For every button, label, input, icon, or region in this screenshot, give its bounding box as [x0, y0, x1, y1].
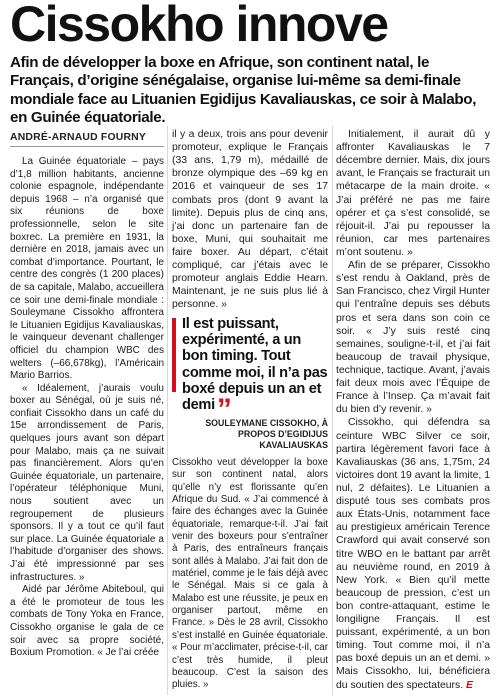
end-mark: E	[465, 679, 473, 691]
quote-text: Il est puissant, expérimenté, a un bon timing. Tout comme moi, il n’a pas boxé depuis un an et demi	[182, 316, 328, 414]
pull-quote	[172, 316, 328, 451]
paragraph: Afin de se préparer, Cissokho s’est rendu à Oakland, près de San Francisco, chez Virgil Hunter qui l’entraîne depuis ses débuts pros et sera dans son coin ce soir. « J’y suis resté cinq semaines, souligne-t-il, et j’ai fait beaucoup de travail physique, technique, tactique. Avant, j’avais fait deux mois avec l’Équipe de France à l’Insep. Ça m’avait fait du bien d’y revenir. »	[336, 260, 491, 416]
paragraph: « Idéalement, j’aurais voulu boxer au Sénégal, où je suis né, confiait Cissokho dans un café du 15e arrondissement de Paris, quelques jours avant son départ pour Malabo, mais ça ne suivait pas financièrement. Alors qu’en Guinée équatoriale, un partenaire, l’opérateur téléphonique Muni, nous soutient avec un regroupement de plusieurs sponsors. Il y a tout ce qu’il faut sur place. La Guinée équatoriale a l’habitude d’organiser des shows. J’ai été impressionné par ses infrastructures. »	[10, 382, 164, 583]
paragraph: Initialement, il aurait dû y affronter Kavaliauskas le 7 décembre dernier. Mais, dix jours avant, le Français se fracturait un métacarpe de la main droite. « J’ai préféré ne pas me faire opérer et ça s’est consolidé, se réjouit-il. J’ai pu repousser la réunion, car mes partenaires m’ont soutenu. »	[336, 129, 490, 258]
article-title: Cissokho innove	[10, 0, 388, 52]
article-column-3	[336, 128, 490, 692]
paragraph-text: Cissokho, qui défendra sa ceinture WBC Silver ce soir, partira légèrement favori face à Kavaliauskas (36 ans, 1,75m, 24 victoires dont 19 avant la limite, 1 nul, 2 défaites). Le Lituanien a disputé tous ses combats pros aux États-Unis, notamment face au prestigieux américain Terence Crawford qui avait conservé son titre WBO en le battant par arrêt au neuvième round, en 2019 à New York. « Bien qu’il mette beaucoup de pression, c’est un bon contre-attaquant, estime le longiligne Français. Il est puissant, expérimenté, a un bon timing. Tout comme moi, il n’a pas boxé depuis un an et demi. » Mais Cissokho, lui, bénéficiera du soutien des spectateurs.	[336, 417, 490, 691]
paragraph: Aidé par Jérôme Abiteboul, qui a été le promoteur de tous les combats de Tony Yoka en France, Cissokho organise le gala de ce soir avec sa propre société, Boxium Promotion. « Je l’ai créée	[10, 584, 164, 659]
column-divider	[167, 126, 168, 695]
paragraph	[336, 416, 490, 691]
quote-attribution: SOULEYMANE CISSOKHO, À PROPOS D’EGIDIJUS KAVALIAUSKAS	[205, 418, 328, 451]
article-standfirst: Afin de développer la boxe en Afrique, son continent natal, le Français, d’origine sénégalaise, organise lui-même sa demi-finale mondiale face au Lituanien Egidijus Kavaliauskas, ce soir à Malabo, en Guinée équatoriale.	[10, 54, 477, 127]
paragraph: La Guinée équatoriale – pays d’1,8 million habitants, ancienne colonie espagnole, indépendante depuis 1968 – n’a organisé que six réunions de boxe professionnelle, selon le site boxrec. La première en 1931, la dernière en 2018, jamais avec un combat d’importance. Pourtant, le centre des congrès (1 200 places) de sa capitale, Malabo, accueillera ce soir une demi-finale mondiale : Souleymane Cissokho affrontera le Lituanien Egidijus Kavaliauskas, le vainqueur devenant challenger officiel du champion WBC des welters (–66,678kg), l’Américain Mario Barrios.	[10, 156, 164, 382]
column-divider	[332, 126, 333, 695]
quote-mark-icon: ”	[216, 393, 232, 427]
author-byline: ANDRÉ-ARNAUD FOURNY	[10, 132, 164, 147]
paragraph: Cissokho veut développer la boxe sur son continent natal, alors qu’elle n’y est florissante qu’en Afrique du Sud. « J’ai commencé à faire des échanges avec la Guinée équatoriale, remarque-t-il. J’ai fait venir des boxeurs pour s’entraîner à Paris, des entraîneurs français sont allés à Malabo. J’ai fait don de matériel, comme je le fais déjà avec le Sénégal. Mais si ce gala à Malabo est une réussite, je peux en organiser partout, même en France. » Dès le 28 avril, Cissokho s’est installé en Guinée équatoriale. « Pour m’acclimater, précise-t-il, car c’est très humide, il pleut beaucoup. C’est la saison des pluies. »	[172, 457, 328, 691]
paragraph: il y a deux, trois ans pour devenir promoteur, explique le Français (33 ans, 1,79 m), médaillé de bronze olympique des –69 kg en 2016 et vainqueur de ses 17 combats pros (dont 9 avant la limite). Depuis plus de cinq ans, j’ai donc un partenaire fan de boxe, Muni, qui souhaitait me faire boxer. Au départ, c’était compliqué, car j’étais avec le promoteur anglais Eddie Hearn. Maintenant, je ne suis plus lié à personne. »	[172, 129, 328, 311]
quote-bar	[172, 318, 176, 392]
article-column-2-bottom	[172, 457, 328, 692]
article-column-2-top	[172, 128, 328, 312]
article-column-1	[10, 156, 164, 660]
